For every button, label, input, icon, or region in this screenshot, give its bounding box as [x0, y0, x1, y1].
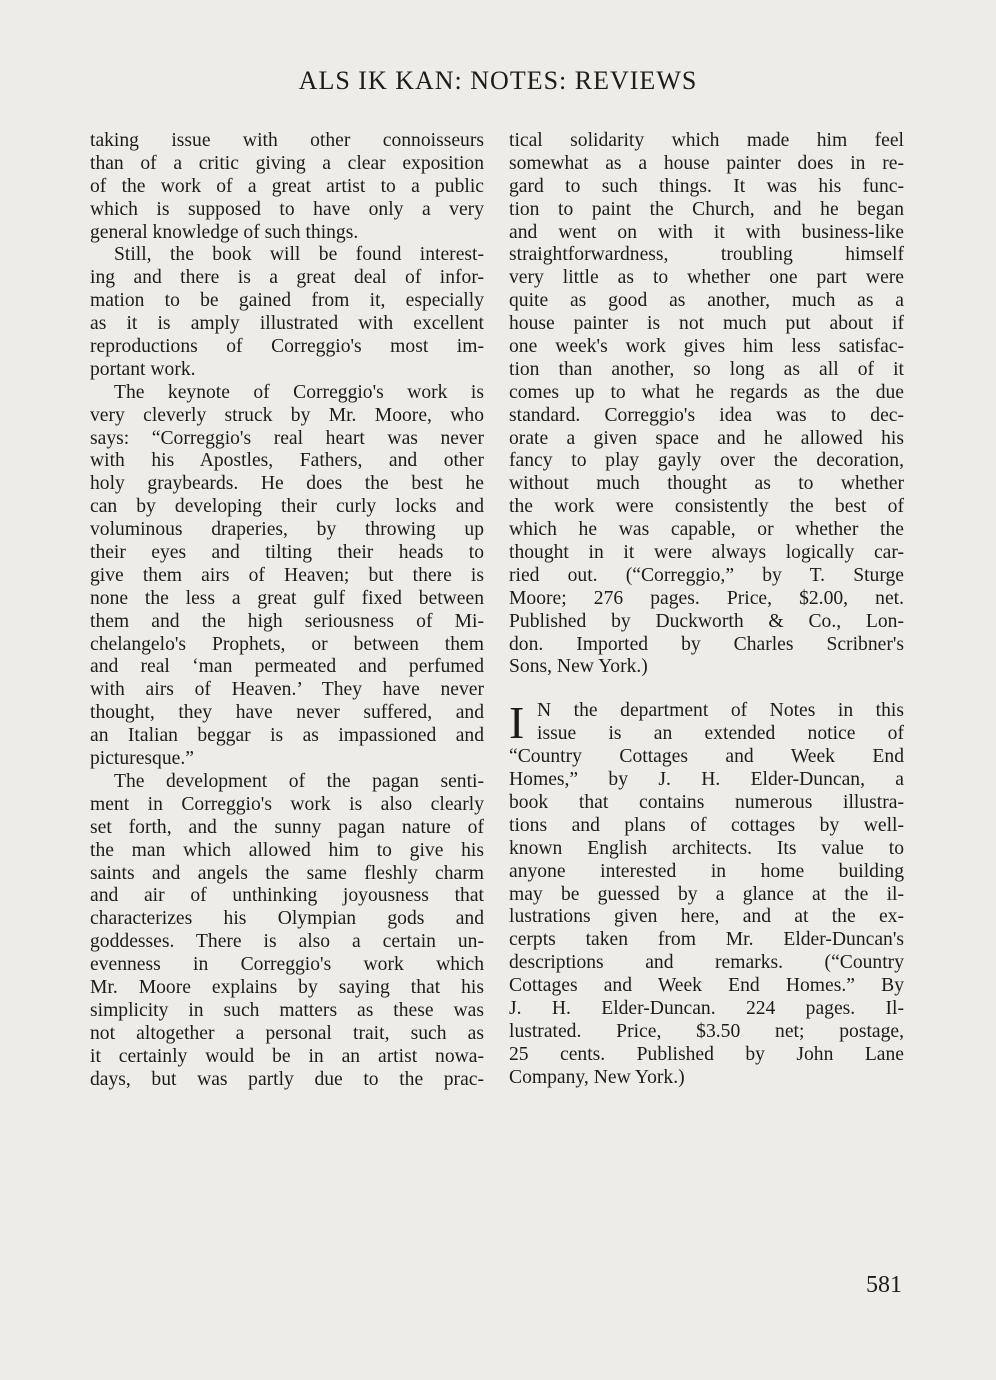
text-line: them and the high seriousness of Mi-	[90, 610, 484, 632]
text-line: saints and angels the same fleshly charm	[90, 862, 484, 884]
text-line: Moore; 276 pages. Price, $2.00, net.	[509, 587, 904, 609]
text-line: goddesses. There is also a certain un-	[90, 931, 484, 953]
text-line: ment in Correggio's work is also clearly	[90, 793, 484, 815]
text-line: Homes,” by J. H. Elder-Duncan, a	[509, 769, 904, 791]
text-line: straightforwardness, troubling himself	[509, 244, 904, 266]
text-line: The development of the pagan senti-	[114, 770, 484, 792]
text-line: very little as to whether one part were	[509, 267, 904, 289]
text-line: Mr. Moore explains by saying that his	[90, 976, 484, 998]
text-line: evenness in Correggio's work which	[90, 954, 484, 976]
text-line: and real ‘man permeated and perfumed	[90, 656, 484, 678]
text-line: lustrated. Price, $3.50 net; postage,	[509, 1020, 904, 1042]
text-line: anyone interested in home building	[509, 860, 904, 882]
text-line: one week's work gives him less satisfac-	[509, 336, 904, 358]
text-line: it certainly would be in an artist nowa-	[90, 1045, 484, 1067]
drop-cap: I	[509, 697, 525, 749]
second-review-paragraph	[509, 697, 904, 1089]
text-line: with airs of Heaven.’ They have never	[90, 679, 484, 701]
text-line: lustrations given here, and at the ex-	[509, 906, 904, 928]
text-line: chelangelo's Prophets, or between them	[90, 633, 484, 655]
text-line: tions and plans of cottages by well-	[509, 814, 904, 836]
text-line: known English architects. Its value to	[509, 837, 904, 859]
text-line: taking issue with other connoisseurs	[90, 130, 484, 151]
text-line: quite as good as another, much as a	[509, 290, 904, 312]
text-line: Still, the book will be found interest-	[114, 244, 484, 266]
text-line: book that contains numerous illustra-	[509, 791, 904, 813]
text-line: The keynote of Correggio's work is	[114, 381, 484, 403]
text-line: N the department of Notes in this	[537, 700, 904, 722]
text-line: thought in it were always logically car-	[509, 542, 904, 564]
text-line: of the work of a great artist to a public	[90, 175, 484, 197]
text-line: and air of unthinking joyousness that	[90, 885, 484, 907]
text-line: house painter is not much put about if	[509, 313, 904, 335]
text-line: can by developing their curly locks and	[90, 496, 484, 518]
text-line: gard to such things. It was his func-	[509, 175, 904, 197]
text-line: an Italian beggar is as impassioned and	[90, 725, 484, 747]
text-line: orate a given space and he allowed his	[509, 427, 904, 449]
text-line: which is supposed to have only a very	[90, 198, 484, 220]
text-line: cerpts taken from Mr. Elder-Duncan's	[509, 929, 904, 951]
text-line: tion than another, so long as all of it	[509, 358, 904, 380]
text-line: tion to paint the Church, and he began	[509, 198, 904, 220]
text-line: fancy to play gayly over the decoration,	[509, 450, 904, 472]
text-line: their eyes and tilting their heads to	[90, 542, 484, 564]
text-line: characterizes his Olympian gods and	[90, 908, 484, 930]
text-line: general knowledge of such things.	[90, 221, 359, 243]
left-column	[90, 130, 484, 1091]
text-line: ried out. (“Correggio,” by T. Sturge	[509, 564, 904, 586]
text-line: says: “Correggio's real heart was never	[90, 427, 484, 449]
text-line: none the less a great gulf fixed between	[90, 587, 484, 609]
text-line: give them airs of Heaven; but there is	[90, 564, 484, 586]
text-line: Cottages and Week End Homes.” By	[509, 975, 904, 997]
text-line: picturesque.”	[90, 748, 194, 770]
text-line: thought, they have never suffered, and	[90, 702, 484, 724]
text-line: descriptions and remarks. (“Country	[509, 952, 904, 974]
text-line: holy graybeards. He does the best he	[90, 473, 484, 495]
text-line: and went on with it with business-like	[509, 221, 904, 243]
text-line: J. H. Elder-Duncan. 224 pages. Il-	[509, 997, 904, 1019]
text-line: the man which allowed him to give his	[90, 839, 484, 861]
text-line: may be guessed by a glance at the il-	[509, 883, 904, 905]
text-line: days, but was partly due to the prac-	[90, 1068, 484, 1090]
page-header-title: ALS IK KAN: NOTES: REVIEWS	[298, 66, 698, 95]
text-line: reproductions of Correggio's most im-	[90, 336, 484, 358]
text-line: tical solidarity which made him feel	[509, 130, 904, 151]
paragraph-gap	[509, 679, 904, 700]
page-number: 581	[866, 1272, 902, 1298]
text-line: comes up to what he regards as the due	[509, 381, 904, 403]
text-line: without much thought as to whether	[509, 473, 904, 495]
text-line: don. Imported by Charles Scribner's	[509, 633, 904, 655]
text-line: than of a critic giving a clear exposition	[90, 152, 484, 174]
text-line: standard. Correggio's idea was to dec-	[509, 404, 904, 426]
text-line: the work were consistently the best of	[509, 496, 904, 518]
text-line: 25 cents. Published by John Lane	[509, 1043, 904, 1065]
text-line: set forth, and the sunny pagan nature of	[90, 816, 484, 838]
text-line: mation to be gained from it, especially	[90, 290, 484, 312]
text-line: with his Apostles, Fathers, and other	[90, 450, 484, 472]
text-line: portant work.	[90, 358, 196, 380]
text-line: somewhat as a house painter does in re-	[509, 152, 904, 174]
text-line: issue is an extended notice of	[537, 723, 904, 745]
text-line: voluminous draperies, by throwing up	[90, 519, 484, 541]
text-line: as it is amply illustrated with excellent	[90, 313, 484, 335]
text-line: Company, New York.)	[509, 1066, 685, 1088]
text-line: Sons, New York.)	[509, 656, 648, 678]
text-line: “Country Cottages and Week End	[509, 746, 904, 768]
right-column	[509, 130, 904, 1090]
text-line: Published by Duckworth & Co., Lon-	[509, 610, 904, 632]
text-line: ing and there is a great deal of infor-	[90, 267, 484, 289]
text-line: which he was capable, or whether the	[509, 519, 904, 541]
text-line: very cleverly struck by Mr. Moore, who	[90, 404, 484, 426]
text-line: not altogether a personal trait, such as	[90, 1022, 484, 1044]
text-line: simplicity in such matters as these was	[90, 999, 484, 1021]
